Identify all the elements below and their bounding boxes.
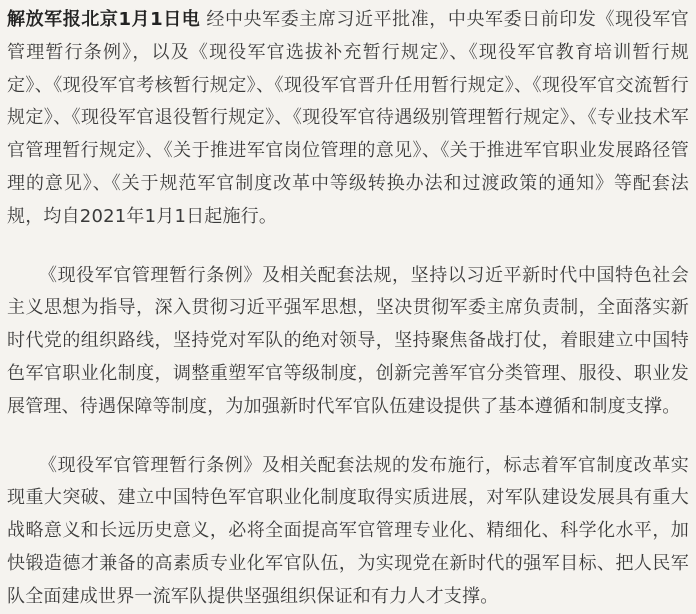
paragraph-1-text: 经中央军委主席习近平批准，中央军委日前印发《现役军官管理暂行条例》，以及《现役军官选拔补充暂行规定》、《现役军官教育培训暂行规定》、《现役军官考核暂行规定》、《现役军官晋升任用暂行规定》、《现役军官交流暂行规定》、《现役军官退役暂行规定》、《现役军官待遇级别管理暂行规定》、《专业技术军官管理暂行规定》、《关于推进军官岗位管理的意见》、《关于推进军官职业发展路径管理的意见》、《关于规范军官制度改革中等级转换办法和过渡政策的通知》等配套法规，均自2021年1月1日起施行。 xyxy=(7,9,689,227)
dateline: 解放军报北京1月1日电 xyxy=(7,9,201,30)
paragraph-3: 《现役军官管理暂行条例》及相关配套法规的发布施行，标志着军官制度改革实现重大突破、建立中国特色军官职业化制度取得实质进展，对军队建设发展具有重大战略意义和长远历史意义，必将全面提高军官管理专业化、精细化、科学化水平，加快锻造德才兼备的高素质专业化军官队伍，为实现党在新时代的强军目标、把人民军队全面建成世界一流军队提供坚强组织保证和有力人才支撑。 xyxy=(7,454,689,607)
paragraph-2: 《现役军官管理暂行条例》及相关配套法规，坚持以习近平新时代中国特色社会主义思想为指导，深入贯彻习近平强军思想，坚决贯彻军委主席负责制，全面落实新时代党的组织路线，坚持党对军队的绝对领导，坚持聚焦备战打仗，着眼建立中国特色军官职业化制度，调整重塑军官等级制度，创新完善军官分类管理、服役、职业发展管理、待遇保障等制度，为加强新时代军官队伍建设提供了基本遵循和制度支撑。 xyxy=(7,264,689,417)
paragraph-1 xyxy=(7,4,689,234)
